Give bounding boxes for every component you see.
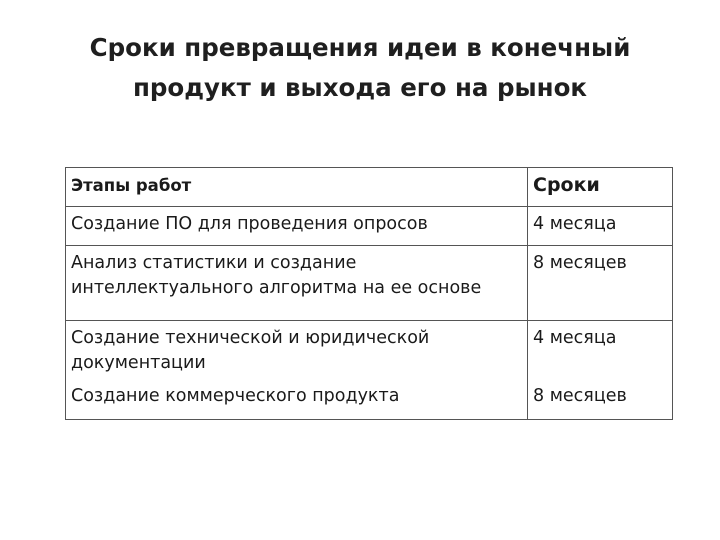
timeline-table bbox=[65, 167, 673, 420]
term-cell: 4 месяца bbox=[528, 207, 673, 246]
table-row bbox=[66, 384, 673, 420]
stage-cell: Создание ПО для проведения опросов bbox=[66, 207, 528, 246]
term-cell: 8 месяцев bbox=[528, 246, 673, 321]
table-row bbox=[66, 207, 673, 246]
table-header-row bbox=[66, 168, 673, 207]
stage-cell: Анализ статистики и создание интеллектуального алгоритма на ее основе bbox=[66, 246, 528, 321]
term-cell: 4 месяца bbox=[528, 321, 673, 385]
table-row bbox=[66, 246, 673, 321]
header-cell-terms: Сроки bbox=[528, 168, 673, 207]
term-cell: 8 месяцев bbox=[528, 384, 673, 420]
table-row bbox=[66, 321, 673, 385]
stage-cell: Создание коммерческого продукта bbox=[66, 384, 528, 420]
header-cell-stages: Этапы работ bbox=[66, 168, 528, 207]
slide-title: Сроки превращения идеи в конечный продукт и выхода его на рынок bbox=[89, 33, 631, 102]
stage-cell: Создание технической и юридической документации bbox=[66, 321, 528, 385]
timeline-table-container bbox=[65, 167, 672, 420]
